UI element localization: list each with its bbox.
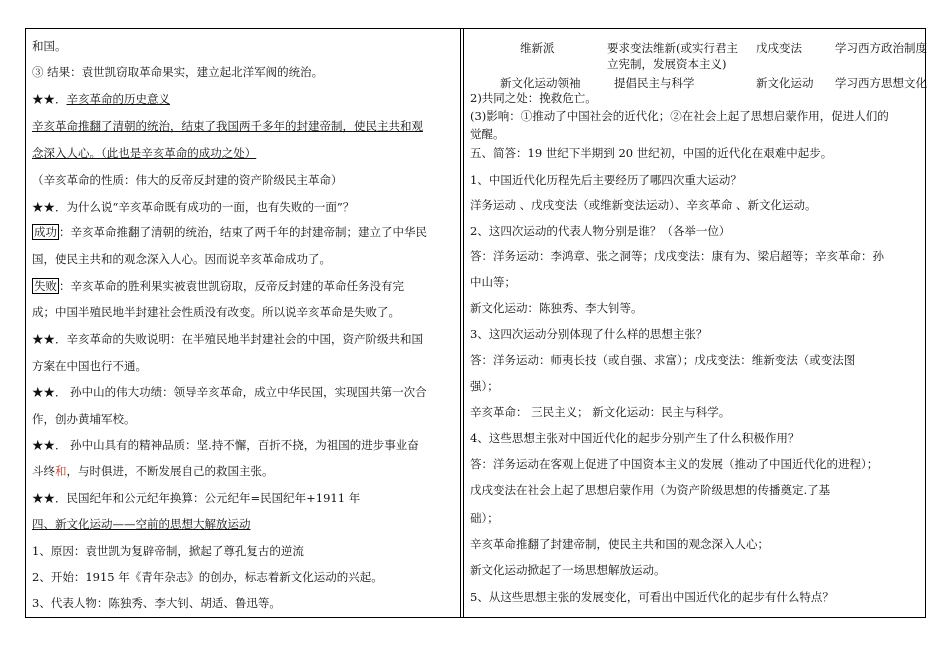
boxed-label: 成功 — [34, 225, 57, 239]
boxed-label: 失败 — [34, 279, 57, 293]
text-line: 辛亥革命： 三民主义； 新文化运动：民主与科学。 — [470, 405, 731, 419]
text-line: 国，使民主共和的观念深入人心。因而说辛亥革命成功了。 — [32, 252, 331, 266]
table-cell: 戊戌变法 — [756, 41, 802, 55]
document-sheet — [25, 28, 926, 618]
text-line: 3、代表人物：陈独秀、李大钊、胡适、鲁迅等。 — [32, 596, 281, 610]
table-cell: 新文化运动领袖 — [500, 76, 581, 90]
text-line: 1、原因：袁世凯为复辟帝制，掀起了尊孔复古的逆流 — [32, 544, 304, 558]
text-line: （辛亥革命的性质：伟大的反帝反封建的资产阶级民主革命） — [32, 173, 343, 187]
table-cell: 学习西方政治制度 — [835, 41, 927, 55]
text-line: ③ 结果：袁世凯窃取革命果实，建立起北洋军阀的统治。 — [32, 65, 324, 79]
text-line: 五、简答：19 世纪下半期到 20 世纪初，中国的近代化在艰难中起步。 — [470, 146, 833, 160]
table-cell: 提倡民主与科学 — [614, 76, 695, 90]
text-line: 5、从这些思想主张的发展变化，可看出中国近代化的起步有什么特点？ — [470, 590, 834, 604]
text-line: 强）； — [470, 379, 499, 393]
text-line: 方案在中国也行不通。 — [32, 359, 147, 373]
text-line: 新文化运动掀起了一场思想解放运动。 — [470, 563, 666, 577]
text-line: 戊戌变法在社会上起了思想启蒙作用（为资产阶级思想的传播奠定.了基 — [470, 483, 831, 497]
text-line: 辛亥革命推翻了清朝的统治，结束了我国两千多年的封建帝制，使民主共和观 — [32, 119, 423, 133]
text-line: (3)影响：①推动了中国社会的近代化；②在社会上起了思想启蒙作用，促进人们的 — [470, 109, 889, 123]
text-line: 四、新文化运动——空前的思想大解放运动 — [32, 517, 251, 531]
table-cell: 新文化运动 — [756, 76, 814, 90]
text-line: ★★．辛亥革命的失败说明：在半殖民地半封建社会的中国，资产阶级共和国 — [32, 332, 423, 346]
text-line: 斗终和，与时俱进，不断发展自己的救国主张。 — [32, 464, 274, 478]
text-line: 4、这些思想主张对中国近代化的起步分别产生了什么积极作用？ — [470, 431, 800, 445]
text-line: 1、中国近代化历程先后主要经历了哪四次重大运动？ — [470, 173, 742, 187]
column-divider — [463, 29, 464, 617]
text-line: 失败 ：辛亥革命的胜利果实被袁世凯窃取，反帝反封建的革命任务没有完 — [34, 279, 404, 293]
text-line: 新文化运动：陈独秀、李大钊等。 — [470, 301, 643, 315]
text-line: ★★．辛亥革命的历史意义 — [32, 92, 170, 106]
text-line: 2、这四次运动的代表人物分别是谁？（各举一位） — [470, 224, 731, 238]
text-line: ★★． 孙中山具有的精神品质：坚.持不懈，百折不挠，为祖国的进步事业奋 — [32, 438, 419, 452]
text-line: 辛亥革命推翻了封建帝制，使民主共和国的观念深入人心； — [470, 537, 769, 551]
text-line: 2)共同之处：挽救危亡。 — [470, 91, 597, 105]
text-line: 2、开始：1915 年《青年杂志》的创办，标志着新文化运动的兴起。 — [32, 570, 383, 584]
text-line: 答：洋务运动在客观上促进了中国资本主义的发展（推动了中国近代化的进程）； — [470, 457, 879, 471]
table-cell: 要求变法维新(或实行君主 — [607, 41, 738, 55]
text-line: 作，创办黄埔军校。 — [32, 412, 136, 426]
table-cell: 学习西方思想文化 — [835, 76, 927, 90]
text-line: 洋务运动 、戊戌变法（或维新变法运动）、辛亥革命 、新文化运动。 — [470, 198, 817, 212]
text-line: 觉醒。 — [470, 127, 505, 141]
table-cell: 维新派 — [520, 41, 555, 55]
column-divider — [460, 29, 461, 617]
text-line: 中山等； — [470, 275, 516, 289]
text-line: 成功 ：辛亥革命推翻了清朝的统治，结束了两千年的封建帝制；建立了中华民 — [34, 225, 427, 239]
text-line: ★★．民国纪年和公元纪年换算：公元纪年=民国纪年+1911 年 — [32, 491, 361, 505]
table-cell: 立宪制，发展资本主义) — [607, 57, 727, 71]
text-line: ★★． 孙中山的伟大功绩：领导辛亥革命，成立中华民国，实现国共第一次合 — [32, 385, 427, 399]
text-line: 和国。 — [32, 39, 67, 53]
text-line: 成；中国半殖民地半封建社会性质没有改变。所以说辛亥革命是失败了。 — [32, 305, 400, 319]
text-line: 念深入人心。（此也是辛亥革命的成功之处） — [32, 146, 257, 160]
text-line: ★★．为什么说“辛亥革命既有成功的一面，也有失败的一面”？ — [32, 200, 355, 214]
text-line: 3、这四次运动分别体现了什么样的思想主张？ — [470, 327, 708, 341]
text-line: 答：洋务运动：李鸿章、张之洞等；戊戌变法：康有为、梁启超等；辛亥革命：孙 — [470, 249, 884, 263]
text-line: 答：洋务运动：师夷长技（或自强、求富）；戊戌变法：维新变法（或变法图 — [470, 353, 856, 367]
text-line: 础）； — [470, 511, 499, 525]
